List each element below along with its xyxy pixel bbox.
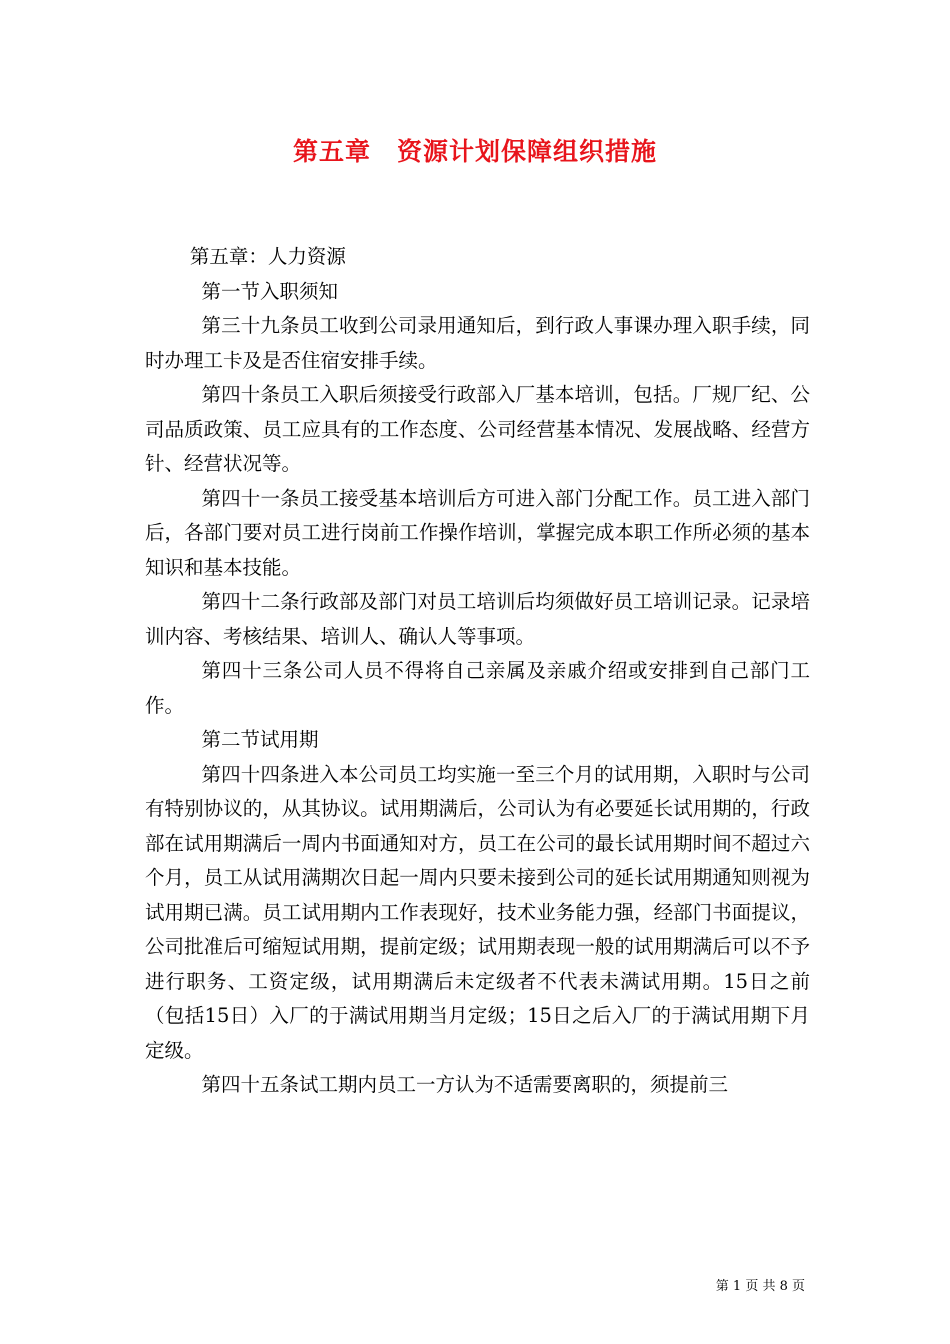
article-paragraph: 第四十五条试工期内员工一方认为不适需要离职的，须提前三 <box>201 1073 729 1096</box>
article-paragraph: 第四十二条行政部及部门对员工培训后均须做好员工培训记录。记录培训内容、考核结果、培训人、确认人等事项。 <box>145 590 810 648</box>
chapter-heading: 第五章：人力资源 <box>189 245 346 268</box>
page-number: 第 1 页 共 8 页 <box>715 1279 805 1294</box>
article-paragraph: 第四十四条进入本公司员工均实施一至三个月的试用期，入职时与公司有特别协议的，从其协议。试用期满后，公司认为有必要延长试用期的，行政部在试用期满后一周内书面通知对方，员工在公司的最长试用期时间不超过六个月，员工从试用满期次日起一周内只要未接到公司的延长试用期通知则视为试用期已满。员工试用期内工作表现好，技术业务能力强，经部门书面提议，公司批准后可缩短试用期，提前定级；试用期表现一般的试用期满后可以不予进行职务、工资定级，试用期满后未定级者不代表未满试用期。15日之前（包括15日）入厂的于满试用期当月定级；15日之后入厂的于满试用期下月定级。 <box>145 762 810 1062</box>
section-heading: 第二节试用期 <box>201 728 319 751</box>
article-paragraph: 第四十条员工入职后须接受行政部入厂基本培训，包括。厂规厂纪、公司品质政策、员工应具有的工作态度、公司经营基本情况、发展战略、经营方针、经营状况等。 <box>145 383 810 475</box>
section-heading: 第一节入职须知 <box>201 279 339 303</box>
article-paragraph: 第三十九条员工收到公司录用通知后，到行政人事课办理入职手续，同时办理工卡及是否住宿安排手续。 <box>145 314 810 372</box>
document-body <box>145 240 810 1103</box>
article-paragraph: 第四十三条公司人员不得将自己亲属及亲戚介绍或安排到自己部门工作。 <box>145 659 810 717</box>
document-title: 第五章 资源计划保障组织措施 <box>292 137 657 166</box>
article-paragraph: 第四十一条员工接受基本培训后方可进入部门分配工作。员工进入部门后，各部门要对员工进行岗前工作操作培训，掌握完成本职工作所必须的基本知识和基本技能。 <box>145 486 810 579</box>
